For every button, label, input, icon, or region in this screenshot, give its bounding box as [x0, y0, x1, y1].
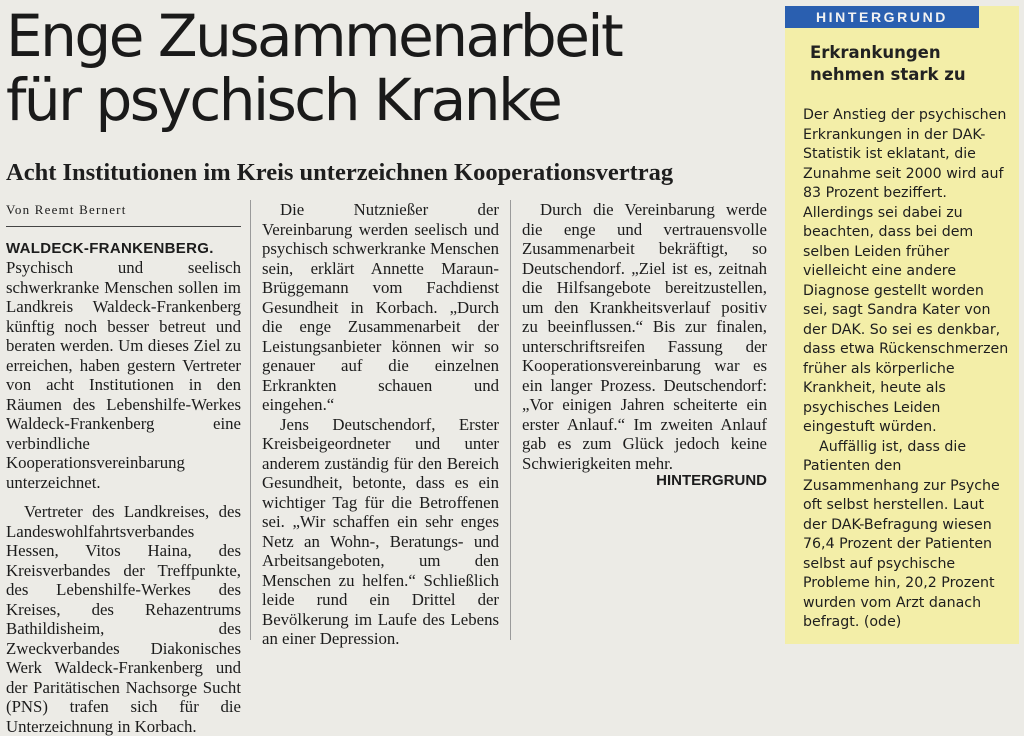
continuation-hint: HINTERGRUND: [656, 472, 767, 489]
sidebar-paragraph-2: Auffällig ist, dass die Patienten den Zusammenhang zur Psyche oft selbst herstellen. Laut der DAK-Befragung wiesen 76,4 Prozent der Patienten selbst auf psychische Probleme hin, 20,2 Prozent wurden vom Arzt danach befragt. (ode): [803, 438, 1000, 630]
sidebar-body: [803, 106, 1011, 633]
column-divider: [510, 200, 511, 640]
headline-line-1: Enge Zusammenarbeit: [6, 2, 622, 70]
paragraph-2: Vertreter des Landkreises, des Landeswohlfahrtsverbandes Hessen, Vitos Haina, des Kreisverbandes der Treffpunkte, des Lebenshilfe-Werkes des Kreises, des Rehazentrums Bathildisheim, des Zweckverbandes Diakonisches Werk Waldeck-Frankenberg und der Paritätischen Nachsorge Sucht (PNS) trafen sich für die Unterzeichnung in Korbach.: [6, 502, 241, 736]
byline: Von Reemt Bernert: [6, 200, 241, 227]
sidebar-box: [785, 6, 1019, 644]
column-divider: [250, 200, 251, 640]
sidebar-title: Erkrankungen nehmen stark zu: [810, 43, 966, 84]
dateline: WALDECK-FRANKENBERG.: [6, 239, 214, 257]
article-column-2: [262, 200, 499, 649]
paragraph-1: [6, 238, 241, 493]
sidebar-tag: HINTERGRUND: [785, 6, 979, 28]
paragraph-5: Durch die Vereinbarung werde die enge und vertrauensvolle Zusammenarbeit bekräftigt, so Deutschendorf. „Ziel ist es, zeitnah die Hilfsangebote bereitzustellen, um den Krankheitsverlauf positiv zu beeinflussen.“ Bis zur finalen, unterschriftsreifen Fassung der Kooperationsvereinbarung war es ein langer Prozess. Deutschendorf: „Vor einigen Jahren scheiterte ein erster Anlauf.“ Im zweiten Anlauf gab es zum Glück jedoch keine Schwierigkeiten mehr.: [522, 200, 767, 473]
article-column-1: [6, 200, 241, 736]
headline: [6, 4, 776, 132]
article-column-3: [522, 200, 767, 491]
paragraph-3: Die Nutznießer der Vereinbarung werden seelisch und psychisch schwerkranke Menschen sein, erklärt Annette Maraun-Brüggemann vom Fachdienst Gesundheit in Korbach. „Durch die enge Zusammenarbeit der Leistungsanbieter können wir so genauer auf die einzelnen Erkrankten schauen und eingehen.“: [262, 200, 499, 414]
paragraph-4: Jens Deutschendorf, Erster Kreisbeigeordneter und unter anderem zuständig für den Bereich Gesundheit, betonte, dass es ein wichtiger Tag für die Betroffenen sei. „Wir schaffen ein sehr enges Netz an Wohn-, Beratungs- und Arbeitsangeboten, um den Menschen zu helfen.“ Schließlich leide rund ein Drittel der Bevölkerung im Laufe des Lebens an einer Depression.: [262, 414, 499, 648]
sidebar-paragraph-1: Der Anstieg der psychischen Erkrankungen in der DAK-Statistik ist eklatant, die Zunahme seit 2000 wird auf 83 Prozent beziffert. Allerdings sei dabei zu beachten, dass bei dem selben Leiden früher vielleicht eine andere Diagnose gestellt worden sei, sagt Sandra Kater von der DAK. So sei es denkbar, dass etwa Rückenschmerzen früher als körperliche Krankheit, heute als psychisches Leiden eingestuft würden.: [803, 107, 1009, 435]
subheadline: Acht Institutionen im Kreis unterzeichnen Kooperationsvertrag: [6, 159, 674, 186]
headline-line-2: für psychisch Kranke: [6, 66, 561, 134]
paragraph-1-text: Psychisch und seelisch schwerkranke Menschen sollen im Landkreis Waldeck-Frankenberg künftig noch besser betreut und beraten werden. Um dieses Ziel zu erreichen, haben gestern Vertreter von acht Institutionen in den Räumen des Lebenshilfe-Werkes Waldeck-Frankenberg eine verbindliche Kooperationsvereinbarung unterzeichnet.: [6, 258, 241, 492]
